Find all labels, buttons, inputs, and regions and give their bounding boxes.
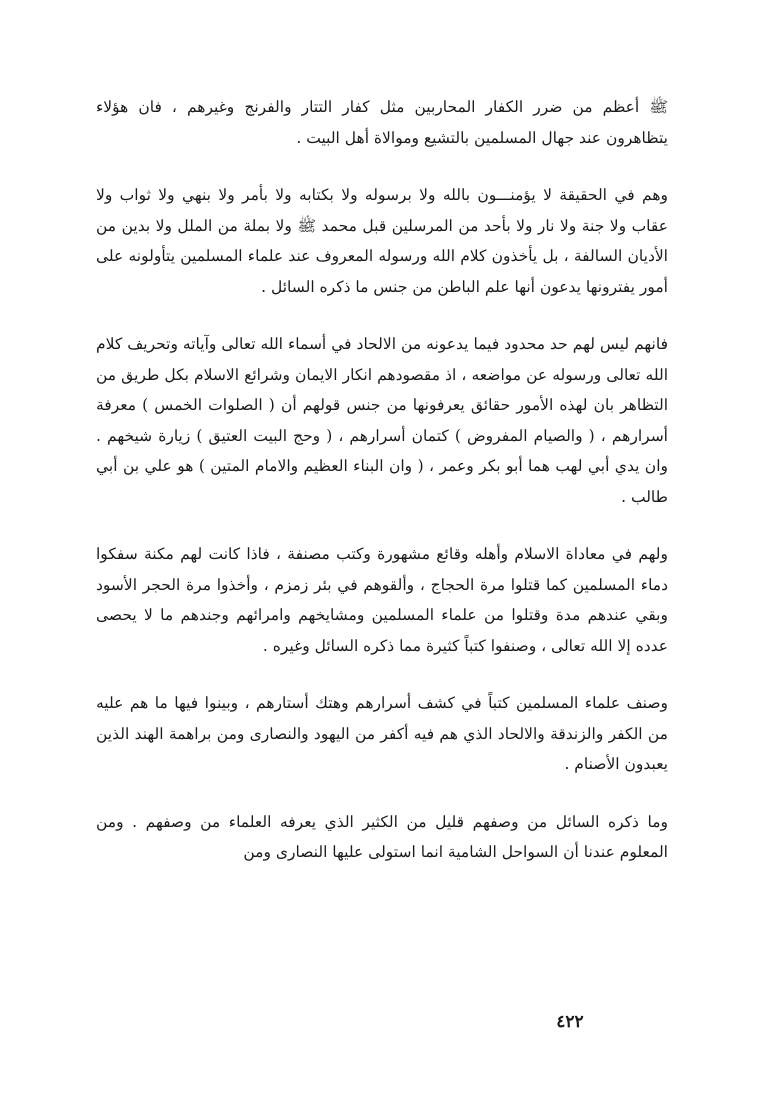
paragraph-6: وما ذكره السائل من وصفهم قليل من الكثير الذي يعرفه العلماء من وصفهم . ومن المعلوم عندنا أن السواحل الشامية انما استولى عليها النصارى ومن [96,812,668,861]
paragraph-1: ﷺ أعظم من ضرر الكفار المحاربين مثل كفار التتار والفرنج وغيرهم ، فان هؤلاء يتظاهرون عند جهال المسلمين بالتشيع وموالاة أهل البيت . [96,98,668,147]
paragraph-5: وصنف علماء المسلمين كتباً في كشف أسرارهم وهتك أستارهم ، وبينوا فيها ما هم عليه من الكفر والزندقة والالحاد الذي هم فيه أكفر من اليهود والنصارى ومن براهمة الهند الذين يعبدون الأصنام . [96,694,668,773]
paragraph-3: فانهم ليس لهم حد محدود فيما يدعونه من الالحاد في أسماء الله تعالى وآياته وتحريف كلام الله تعالى ورسوله عن مواضعه ، اذ مقصودهم انكار الايمان وشرائع الاسلام بكل طريق من التظاهر بان لهذه الأمور حقائق يعرفونها من جنس قولهم أن ( الصلوات الخمس ) معرفة أسرارهم ، ( والصيام المفروض ) كتمان أسرارهم ، ( وحج البيت العتيق ) زيارة شيخهم . وان يدي أبي لهب هما أبو بكر وعمر ، ( وان البناء العظيم والامام المتين ) هو علي بن أبي طالب . [96,335,668,506]
paragraph-2: وهم في الحقيقة لا يؤمنـــون بالله ولا برسوله ولا بكتابه ولا بأمر ولا بنهي ولا ثواب ولا عقاب ولا جنة ولا نار ولا بأحد من المرسلين قبل محمد ﷺ ولا بملة من الملل ولا بدين من الأديان السالفة ، بل يأخذون كلام الله ورسوله المعروف عند علماء المسلمين يتأولونه على أمور يفترونها يدعون أنها علم الباطن من جنس ما ذكره السائل . [96,186,668,296]
page-number: ٤٢٢ [556,1012,584,1032]
body-text [96,92,668,895]
paragraph-4: ولهم في معاداة الاسلام وأهله وقائع مشهورة وكتب مصنفة ، فاذا كانت لهم مكنة سفكوا دماء المسلمين كما قتلوا مرة الحجاج ، وألقوهم في بئر زمزم ، وأخذوا مرة الحجر الأسود وبقي عندهم مدة وقتلوا من علماء المسلمين ومشايخهم وامرائهم وجندهم ما لا يحصى عدده إلا الله تعالى ، وصنفوا كتباً كثيرة مما ذكره السائل وغيره . [96,545,668,655]
